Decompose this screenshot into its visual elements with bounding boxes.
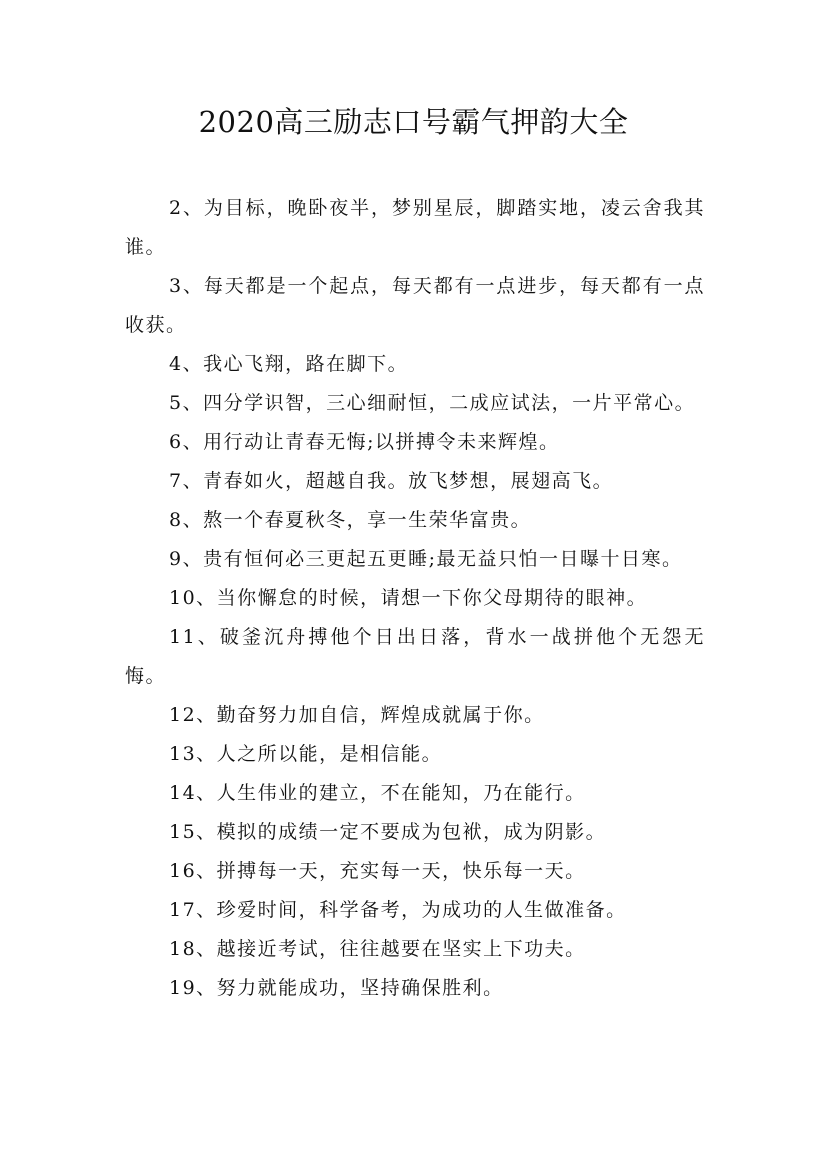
slogan-paragraph: 12、勤奋努力加自信，辉煌成就属于你。: [169, 704, 545, 726]
slogan-paragraph: 13、人之所以能，是相信能。: [169, 743, 443, 765]
slogan-paragraph: 18、越接近考试，往往越要在坚实上下功夫。: [169, 938, 586, 960]
slogan-paragraph: 17、珍爱时间，科学备考，为成功的人生做准备。: [169, 899, 627, 921]
slogan-paragraph: 15、模拟的成绩一定不要成为包袱，成为阴影。: [169, 821, 607, 843]
slogan-paragraph: 4、我心飞翔，路在脚下。: [169, 353, 409, 375]
slogan-paragraph: 14、人生伟业的建立，不在能知，乃在能行。: [169, 782, 586, 804]
slogan-paragraph: 2、为目标，晚卧夜半，梦别星辰，脚踏实地，凌云舍我其谁。: [125, 197, 705, 258]
slogan-paragraph: 19、努力就能成功，坚持确保胜利。: [169, 977, 504, 999]
slogan-paragraph: 11、破釜沉舟搏他个日出日落，背水一战拼他个无怨无悔。: [125, 626, 705, 687]
slogan-paragraph: 8、熬一个春夏秋冬，享一生荣华富贵。: [169, 509, 532, 531]
document-title: 2020高三励志口号霸气押韵大全: [198, 105, 629, 139]
slogan-paragraph: 7、青春如火，超越自我。放飞梦想，展翅高飞。: [169, 470, 614, 492]
slogan-paragraph: 10、当你懈怠的时候，请想一下你父母期待的眼神。: [169, 587, 648, 609]
slogan-paragraph: 6、用行动让青春无悔;以拼搏令未来辉煌。: [169, 431, 560, 453]
slogan-paragraph: 3、每天都是一个起点，每天都有一点进步，每天都有一点收获。: [125, 275, 705, 336]
slogan-paragraph: 9、贵有恒何必三更起五更睡;最无益只怕一日曝十日寒。: [169, 548, 683, 570]
document-body: [125, 189, 705, 1008]
slogan-paragraph: 16、拼搏每一天，充实每一天，快乐每一天。: [169, 860, 586, 882]
slogan-paragraph: 5、四分学识智，三心细耐恒，二成应试法，一片平常心。: [169, 392, 696, 414]
